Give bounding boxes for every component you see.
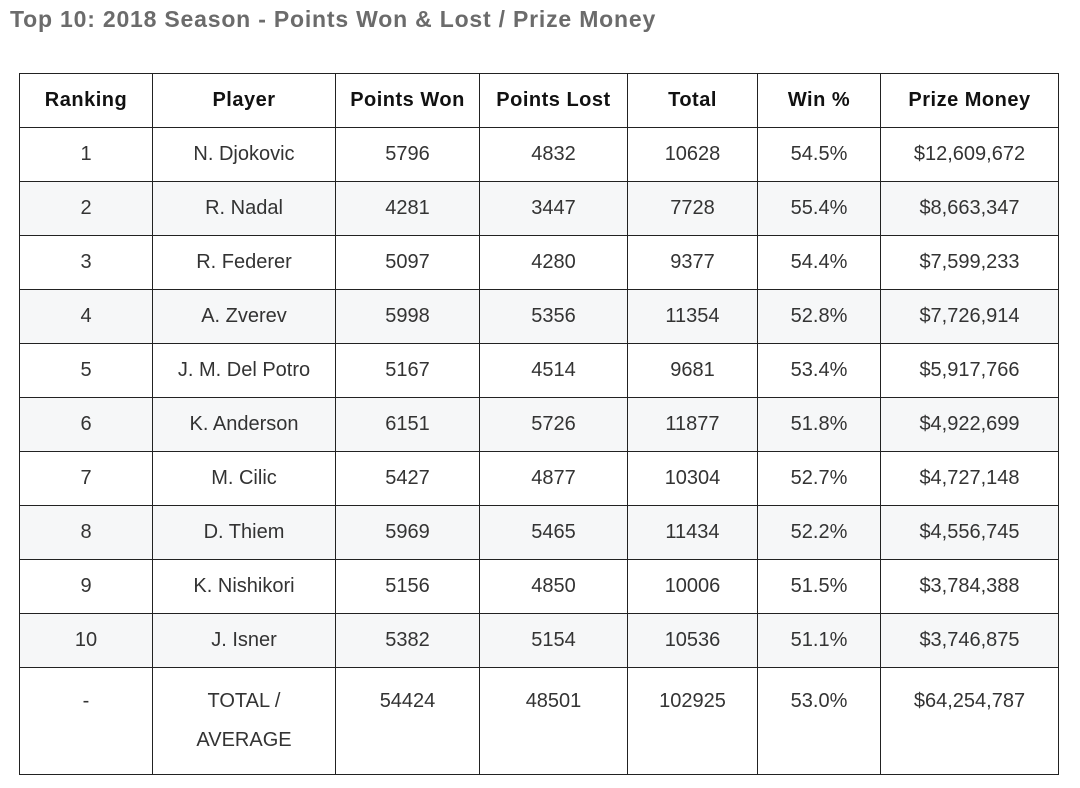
points-lost-cell: 5726	[480, 398, 628, 452]
header-row	[20, 74, 1059, 128]
points-lost-cell: 5154	[480, 614, 628, 668]
points-lost-cell: 5356	[480, 290, 628, 344]
prize-money-cell: $4,922,699	[881, 398, 1059, 452]
total-cell: 10628	[628, 128, 758, 182]
total-total-cell: 102925	[628, 668, 758, 775]
points-won-cell: 5167	[336, 344, 480, 398]
points-lost-cell: 4850	[480, 560, 628, 614]
ranking-cell: 7	[20, 452, 153, 506]
table-row	[20, 344, 1059, 398]
column-header-points-lost: Points Lost	[480, 74, 628, 128]
ranking-cell: 2	[20, 182, 153, 236]
prize-money-cell: $7,599,233	[881, 236, 1059, 290]
player-cell: R. Nadal	[153, 182, 336, 236]
points-lost-cell: 4832	[480, 128, 628, 182]
points-won-cell: 5382	[336, 614, 480, 668]
points-won-cell: 5796	[336, 128, 480, 182]
win-pct-cell: 52.2%	[758, 506, 881, 560]
total-points-won-cell: 54424	[336, 668, 480, 775]
total-win-pct-cell: 53.0%	[758, 668, 881, 775]
ranking-cell: 5	[20, 344, 153, 398]
ranking-cell: 8	[20, 506, 153, 560]
total-cell: 10006	[628, 560, 758, 614]
points-won-cell: 5097	[336, 236, 480, 290]
total-cell: 10536	[628, 614, 758, 668]
win-pct-cell: 55.4%	[758, 182, 881, 236]
prize-money-cell: $8,663,347	[881, 182, 1059, 236]
column-header-win-pct: Win %	[758, 74, 881, 128]
ranking-cell: 4	[20, 290, 153, 344]
points-won-cell: 6151	[336, 398, 480, 452]
column-header-total: Total	[628, 74, 758, 128]
column-header-points-won: Points Won	[336, 74, 480, 128]
points-lost-cell: 4280	[480, 236, 628, 290]
table-row	[20, 506, 1059, 560]
ranking-cell: 9	[20, 560, 153, 614]
win-pct-cell: 52.7%	[758, 452, 881, 506]
page-title: Top 10: 2018 Season - Points Won & Lost / Prize Money	[10, 6, 657, 32]
table-row	[20, 452, 1059, 506]
win-pct-cell: 54.5%	[758, 128, 881, 182]
ranking-cell: 6	[20, 398, 153, 452]
season-stats-table	[19, 73, 1059, 775]
table-row	[20, 614, 1059, 668]
win-pct-cell: 53.4%	[758, 344, 881, 398]
points-won-cell: 5156	[336, 560, 480, 614]
win-pct-cell: 51.5%	[758, 560, 881, 614]
table-row	[20, 398, 1059, 452]
total-prize-money-cell: $64,254,787	[881, 668, 1059, 775]
points-won-cell: 5427	[336, 452, 480, 506]
player-cell: M. Cilic	[153, 452, 336, 506]
table-body	[20, 128, 1059, 775]
player-cell: K. Anderson	[153, 398, 336, 452]
win-pct-cell: 51.1%	[758, 614, 881, 668]
total-label-line2: AVERAGE	[196, 729, 292, 751]
prize-money-cell: $4,727,148	[881, 452, 1059, 506]
player-cell: N. Djokovic	[153, 128, 336, 182]
total-cell: 11434	[628, 506, 758, 560]
table-row	[20, 128, 1059, 182]
total-ranking-cell: -	[20, 668, 153, 775]
ranking-cell: 1	[20, 128, 153, 182]
points-lost-cell: 5465	[480, 506, 628, 560]
total-cell: 9377	[628, 236, 758, 290]
prize-money-cell: $12,609,672	[881, 128, 1059, 182]
win-pct-cell: 51.8%	[758, 398, 881, 452]
player-cell: A. Zverev	[153, 290, 336, 344]
total-points-lost-cell: 48501	[480, 668, 628, 775]
prize-money-cell: $3,746,875	[881, 614, 1059, 668]
win-pct-cell: 54.4%	[758, 236, 881, 290]
points-won-cell: 5969	[336, 506, 480, 560]
table-row	[20, 182, 1059, 236]
ranking-cell: 3	[20, 236, 153, 290]
total-cell: 9681	[628, 344, 758, 398]
player-cell: J. M. Del Potro	[153, 344, 336, 398]
points-lost-cell: 4514	[480, 344, 628, 398]
points-lost-cell: 3447	[480, 182, 628, 236]
total-label-line1: TOTAL /	[207, 690, 281, 712]
total-cell: 11354	[628, 290, 758, 344]
prize-money-cell: $5,917,766	[881, 344, 1059, 398]
column-header-prize-money: Prize Money	[881, 74, 1059, 128]
player-cell: D. Thiem	[153, 506, 336, 560]
prize-money-cell: $3,784,388	[881, 560, 1059, 614]
column-header-player: Player	[153, 74, 336, 128]
prize-money-cell: $7,726,914	[881, 290, 1059, 344]
column-header-ranking: Ranking	[20, 74, 153, 128]
table-row	[20, 560, 1059, 614]
total-average-row	[20, 668, 1059, 775]
points-won-cell: 4281	[336, 182, 480, 236]
win-pct-cell: 52.8%	[758, 290, 881, 344]
total-cell: 10304	[628, 452, 758, 506]
total-cell: 11877	[628, 398, 758, 452]
player-cell: J. Isner	[153, 614, 336, 668]
table-row	[20, 236, 1059, 290]
points-won-cell: 5998	[336, 290, 480, 344]
player-cell: K. Nishikori	[153, 560, 336, 614]
table-row	[20, 290, 1059, 344]
ranking-cell: 10	[20, 614, 153, 668]
total-cell: 7728	[628, 182, 758, 236]
points-lost-cell: 4877	[480, 452, 628, 506]
prize-money-cell: $4,556,745	[881, 506, 1059, 560]
total-label-cell	[153, 668, 336, 775]
player-cell: R. Federer	[153, 236, 336, 290]
